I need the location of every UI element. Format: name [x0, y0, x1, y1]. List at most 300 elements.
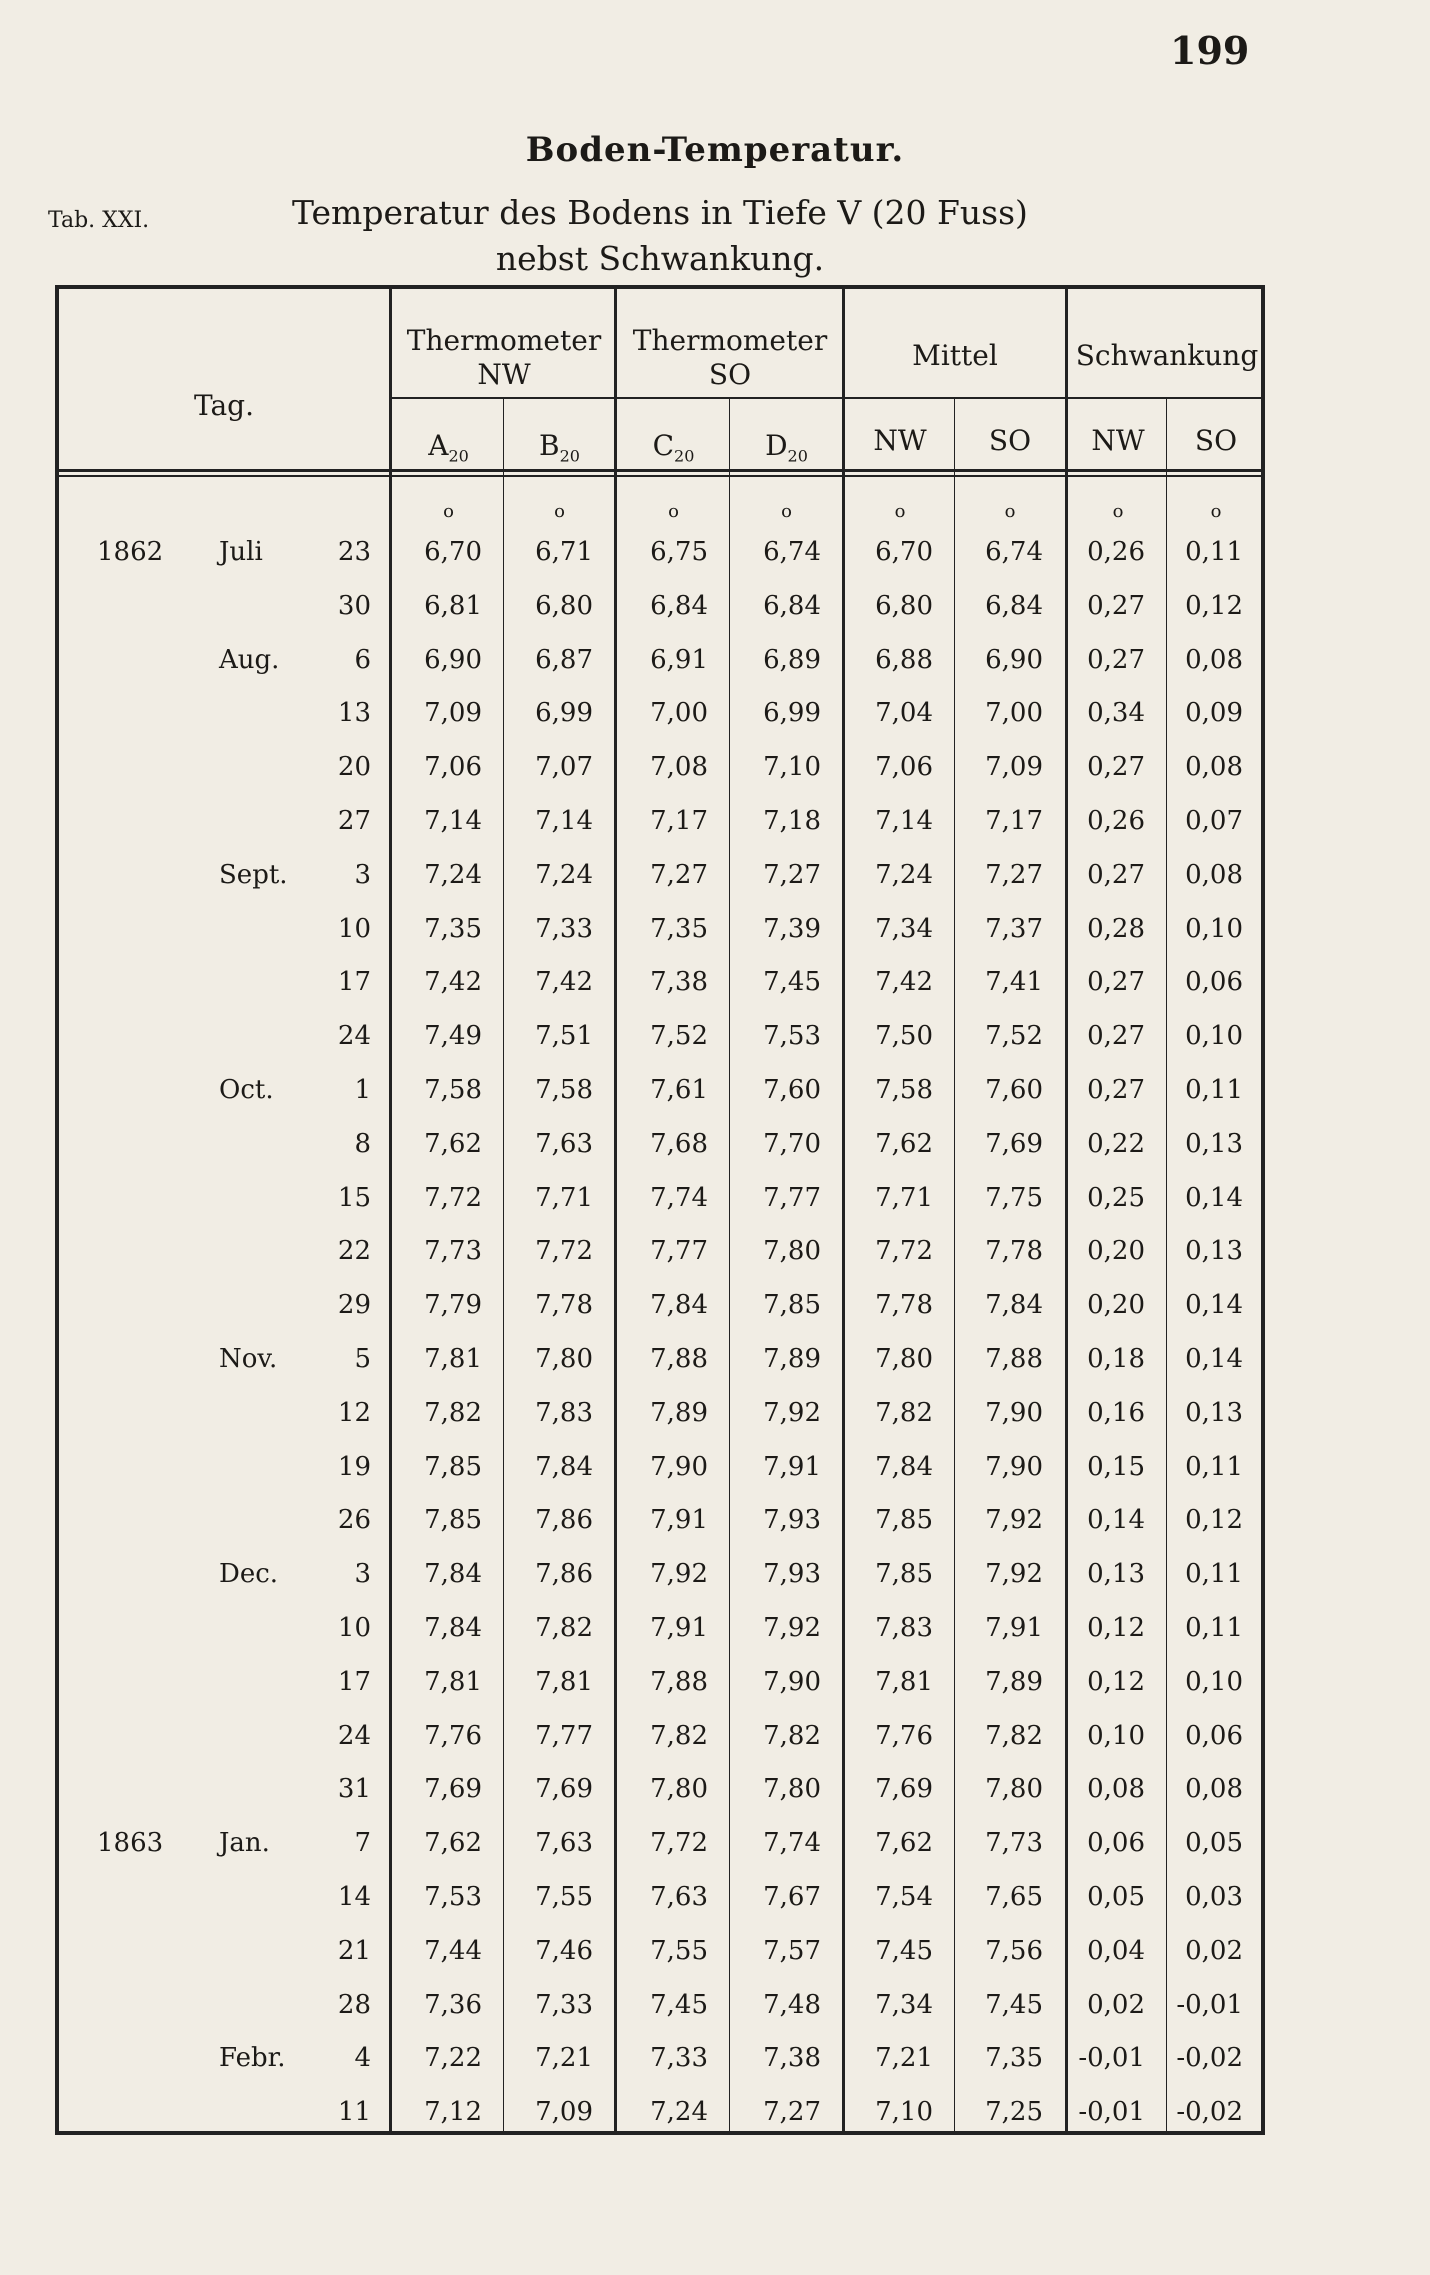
- row-year: 1862: [97, 537, 164, 567]
- cell-thermo-nw-b: 6,87: [535, 645, 593, 675]
- cell-schwankung-so: 0,12: [1185, 591, 1243, 621]
- cell-thermo-so-c: 7,17: [650, 806, 708, 836]
- cell-mittel-nw: 7,85: [875, 1559, 933, 1589]
- row-day: 24: [337, 1021, 371, 1051]
- row-month: Juli: [219, 537, 263, 567]
- cell-mittel-nw: 7,58: [875, 1075, 933, 1105]
- row-day: 10: [337, 914, 371, 944]
- cell-mittel-nw: 7,21: [875, 2043, 933, 2073]
- cell-mittel-so: 7,92: [985, 1505, 1043, 1535]
- cell-mittel-so: 7,27: [985, 860, 1043, 890]
- cell-schwankung-nw: 0,14: [1087, 1505, 1145, 1535]
- cell-thermo-so-d: 7,70: [763, 1129, 821, 1159]
- cell-thermo-nw-a: 7,53: [424, 1882, 482, 1912]
- row-day: 3: [354, 860, 371, 890]
- degree-mark: o: [554, 501, 565, 522]
- cell-mittel-so: 7,45: [985, 1990, 1043, 2020]
- cell-thermo-so-c: 7,91: [650, 1613, 708, 1643]
- cell-thermo-so-c: 7,63: [650, 1882, 708, 1912]
- cell-thermo-so-c: 7,80: [650, 1774, 708, 1804]
- cell-mittel-so: 7,35: [985, 2043, 1043, 2073]
- cell-thermo-so-d: 7,57: [763, 1936, 821, 1966]
- cell-mittel-so: 7,09: [985, 752, 1043, 782]
- cell-mittel-so: 7,88: [985, 1344, 1043, 1374]
- cell-mittel-so: 7,75: [985, 1183, 1043, 1213]
- cell-thermo-nw-a: 7,84: [424, 1559, 482, 1589]
- cell-mittel-nw: 7,34: [875, 1990, 933, 2020]
- cell-mittel-so: 7,41: [985, 967, 1043, 997]
- cell-thermo-nw-a: 7,62: [424, 1828, 482, 1858]
- degree-mark: o: [894, 501, 906, 522]
- row-day: 29: [337, 1290, 371, 1320]
- cell-mittel-so: 6,74: [985, 537, 1043, 567]
- cell-mittel-nw: 7,62: [875, 1129, 933, 1159]
- cell-thermo-nw-a: 7,79: [424, 1290, 482, 1320]
- cell-thermo-nw-a: 7,22: [424, 2043, 482, 2073]
- table-subtitle: [170, 190, 1150, 282]
- cell-thermo-so-d: 7,89: [763, 1344, 821, 1374]
- row-day: 24: [337, 1721, 371, 1751]
- cell-mittel-nw: 7,34: [875, 914, 933, 944]
- row-month: Jan.: [219, 1828, 270, 1858]
- cell-mittel-so: 7,78: [985, 1236, 1043, 1266]
- cell-thermo-so-d: 7,39: [763, 914, 821, 944]
- cell-schwankung-so: 0,11: [1185, 1559, 1243, 1589]
- row-day: 28: [337, 1990, 371, 2020]
- cell-mittel-nw: 7,81: [875, 1667, 933, 1697]
- cell-mittel-so: 7,37: [985, 914, 1043, 944]
- row-day: 3: [354, 1559, 371, 1589]
- cell-mittel-nw: 7,71: [875, 1183, 933, 1213]
- cell-thermo-so-d: 7,27: [763, 2097, 821, 2127]
- cell-thermo-so-c: 7,88: [650, 1667, 708, 1697]
- cell-thermo-so-c: 7,45: [650, 1990, 708, 2020]
- row-day: 6: [354, 645, 371, 675]
- cell-schwankung-so: 0,10: [1185, 914, 1243, 944]
- cell-mittel-nw: 7,78: [875, 1290, 933, 1320]
- cell-mittel-so: 7,80: [985, 1774, 1043, 1804]
- cell-mittel-so: 7,17: [985, 806, 1043, 836]
- cell-schwankung-nw: 0,10: [1087, 1721, 1145, 1751]
- cell-schwankung-so: 0,10: [1185, 1667, 1243, 1697]
- cell-thermo-nw-a: 7,72: [424, 1183, 482, 1213]
- degree-mark: o: [1112, 501, 1124, 522]
- degree-mark: o: [1004, 501, 1016, 522]
- row-day: 23: [337, 537, 371, 567]
- cell-thermo-so-d: 7,45: [763, 967, 821, 997]
- cell-thermo-nw-a: 7,24: [424, 860, 482, 890]
- row-month: Dec.: [219, 1559, 279, 1589]
- cell-schwankung-nw: 0,27: [1087, 1021, 1145, 1051]
- row-day: 15: [337, 1183, 371, 1213]
- row-day: 30: [337, 591, 371, 621]
- cell-schwankung-nw: 0,22: [1087, 1129, 1145, 1159]
- cell-mittel-so: 7,73: [985, 1828, 1043, 1858]
- cell-schwankung-so: 0,06: [1185, 1721, 1243, 1751]
- cell-schwankung-nw: 0,15: [1087, 1452, 1145, 1482]
- cell-thermo-nw-b: 7,07: [535, 752, 593, 782]
- cell-thermo-so-d: 7,38: [763, 2043, 821, 2073]
- cell-schwankung-nw: -0,01: [1078, 2043, 1145, 2073]
- cell-mittel-so: 7,82: [985, 1721, 1043, 1751]
- row-day: 5: [354, 1344, 371, 1374]
- cell-thermo-so-c: 7,27: [650, 860, 708, 890]
- row-day: 20: [337, 752, 371, 782]
- cell-thermo-nw-a: 7,62: [424, 1129, 482, 1159]
- degree-mark: o: [668, 501, 679, 522]
- cell-schwankung-so: 0,11: [1185, 1613, 1243, 1643]
- row-day: 10: [337, 1613, 371, 1643]
- cell-schwankung-nw: 0,18: [1087, 1344, 1145, 1374]
- cell-thermo-nw-b: 7,24: [535, 860, 593, 890]
- rule-header-sub: [389, 397, 1265, 399]
- degree-mark: o: [1210, 501, 1222, 522]
- cell-schwankung-nw: 0,27: [1087, 1075, 1145, 1105]
- cell-thermo-nw-b: 6,99: [535, 698, 593, 728]
- cell-thermo-so-c: 7,84: [650, 1290, 708, 1320]
- cell-thermo-nw-b: 7,42: [535, 967, 593, 997]
- cell-mittel-nw: 7,80: [875, 1344, 933, 1374]
- cell-thermo-nw-a: 7,09: [424, 698, 482, 728]
- cell-mittel-nw: 7,24: [875, 860, 933, 890]
- cell-thermo-so-d: 7,92: [763, 1398, 821, 1428]
- cell-schwankung-nw: 0,06: [1087, 1828, 1145, 1858]
- cell-schwankung-so: 0,09: [1185, 698, 1243, 728]
- cell-thermo-nw-a: 7,76: [424, 1721, 482, 1751]
- cell-schwankung-nw: 0,25: [1087, 1183, 1145, 1213]
- cell-schwankung-so: 0,10: [1185, 1021, 1243, 1051]
- cell-mittel-so: 7,69: [985, 1129, 1043, 1159]
- cell-thermo-so-d: 7,60: [763, 1075, 821, 1105]
- cell-schwankung-nw: 0,04: [1087, 1936, 1145, 1966]
- cell-mittel-nw: 7,04: [875, 698, 933, 728]
- cell-thermo-nw-a: 6,81: [424, 591, 482, 621]
- cell-thermo-nw-a: 7,12: [424, 2097, 482, 2127]
- cell-mittel-nw: 7,42: [875, 967, 933, 997]
- cell-mittel-so: 7,84: [985, 1290, 1043, 1320]
- cell-mittel-so: 7,91: [985, 1613, 1043, 1643]
- cell-thermo-so-d: 6,74: [763, 537, 821, 567]
- cell-thermo-so-c: 7,00: [650, 698, 708, 728]
- cell-schwankung-nw: 0,27: [1087, 591, 1145, 621]
- cell-thermo-nw-b: 7,86: [535, 1505, 593, 1535]
- cell-thermo-so-d: 7,80: [763, 1774, 821, 1804]
- row-day: 21: [337, 1936, 371, 1966]
- cell-schwankung-so: 0,13: [1185, 1236, 1243, 1266]
- cell-schwankung-so: -0,02: [1176, 2097, 1243, 2127]
- row-day: 8: [354, 1129, 371, 1159]
- row-day: 11: [337, 2097, 371, 2127]
- cell-thermo-nw-a: 7,14: [424, 806, 482, 836]
- degree-mark: o: [443, 501, 454, 522]
- cell-mittel-nw: 7,72: [875, 1236, 933, 1266]
- header-schwankung-so: SO: [1194, 424, 1238, 457]
- cell-mittel-nw: 7,54: [875, 1882, 933, 1912]
- cell-thermo-so-d: 7,91: [763, 1452, 821, 1482]
- cell-thermo-so-c: 7,38: [650, 967, 708, 997]
- cell-schwankung-so: 0,08: [1185, 645, 1243, 675]
- cell-thermo-nw-a: 7,42: [424, 967, 482, 997]
- cell-thermo-so-d: 7,93: [763, 1559, 821, 1589]
- cell-mittel-nw: 7,45: [875, 1936, 933, 1966]
- cell-thermo-nw-b: 7,81: [535, 1667, 593, 1697]
- cell-schwankung-nw: 0,26: [1087, 806, 1145, 836]
- cell-thermo-nw-b: 7,46: [535, 1936, 593, 1966]
- cell-thermo-so-c: 7,52: [650, 1021, 708, 1051]
- row-year: 1863: [97, 1828, 164, 1858]
- cell-thermo-nw-a: 7,69: [424, 1774, 482, 1804]
- cell-schwankung-nw: 0,28: [1087, 914, 1145, 944]
- row-day: 31: [337, 1774, 371, 1804]
- row-day: 7: [354, 1828, 371, 1858]
- subtitle-line-1: Temperatur des Bodens in Tiefe V (20 Fuss): [292, 193, 1028, 232]
- cell-thermo-so-d: 7,48: [763, 1990, 821, 2020]
- cell-thermo-so-d: 7,90: [763, 1667, 821, 1697]
- cell-mittel-nw: 7,50: [875, 1021, 933, 1051]
- cell-thermo-nw-a: 7,49: [424, 1021, 482, 1051]
- cell-thermo-nw-b: 7,55: [535, 1882, 593, 1912]
- row-day: 22: [337, 1236, 371, 1266]
- cell-thermo-nw-b: 7,78: [535, 1290, 593, 1320]
- row-month: Oct.: [219, 1075, 274, 1105]
- cell-thermo-nw-b: 7,51: [535, 1021, 593, 1051]
- cell-thermo-so-c: 7,89: [650, 1398, 708, 1428]
- cell-mittel-so: 6,84: [985, 591, 1043, 621]
- cell-thermo-so-d: 7,77: [763, 1183, 821, 1213]
- cell-thermo-so-d: 7,27: [763, 860, 821, 890]
- cell-mittel-so: 7,56: [985, 1936, 1043, 1966]
- cell-thermo-so-c: 7,24: [650, 2097, 708, 2127]
- row-day: 26: [337, 1505, 371, 1535]
- cell-schwankung-nw: 0,27: [1087, 645, 1145, 675]
- cell-schwankung-nw: 0,20: [1087, 1236, 1145, 1266]
- cell-mittel-nw: 7,84: [875, 1452, 933, 1482]
- cell-thermo-nw-b: 6,80: [535, 591, 593, 621]
- cell-schwankung-so: 0,02: [1185, 1936, 1243, 1966]
- cell-thermo-nw-b: 7,82: [535, 1613, 593, 1643]
- cell-schwankung-so: 0,13: [1185, 1398, 1243, 1428]
- cell-thermo-nw-a: 6,70: [424, 537, 482, 567]
- cell-schwankung-nw: 0,34: [1087, 698, 1145, 728]
- cell-mittel-so: 7,89: [985, 1667, 1043, 1697]
- cell-schwankung-so: 0,05: [1185, 1828, 1243, 1858]
- cell-thermo-nw-a: 6,90: [424, 645, 482, 675]
- cell-thermo-so-d: 7,74: [763, 1828, 821, 1858]
- cell-schwankung-nw: 0,13: [1087, 1559, 1145, 1589]
- cell-thermo-so-d: 7,85: [763, 1290, 821, 1320]
- cell-thermo-so-d: 7,80: [763, 1236, 821, 1266]
- cell-schwankung-so: 0,14: [1185, 1290, 1243, 1320]
- cell-mittel-nw: 7,14: [875, 806, 933, 836]
- temperature-table: [55, 285, 1265, 2135]
- cell-schwankung-nw: 0,12: [1087, 1667, 1145, 1697]
- row-month: Sept.: [219, 860, 288, 890]
- cell-thermo-so-d: 7,18: [763, 806, 821, 836]
- row-month: Nov.: [219, 1344, 278, 1374]
- cell-mittel-so: 7,25: [985, 2097, 1043, 2127]
- cell-thermo-so-c: 6,91: [650, 645, 708, 675]
- cell-thermo-so-c: 7,35: [650, 914, 708, 944]
- cell-thermo-nw-a: 7,85: [424, 1505, 482, 1535]
- row-day: 1: [354, 1075, 371, 1105]
- cell-thermo-so-d: 6,89: [763, 645, 821, 675]
- cell-thermo-nw-b: 7,58: [535, 1075, 593, 1105]
- cell-thermo-nw-b: 7,83: [535, 1398, 593, 1428]
- rule-col-schwankung: [1065, 289, 1068, 2135]
- cell-schwankung-nw: 0,12: [1087, 1613, 1145, 1643]
- cell-schwankung-so: 0,13: [1185, 1129, 1243, 1159]
- row-day: 12: [337, 1398, 371, 1428]
- cell-schwankung-so: 0,11: [1185, 537, 1243, 567]
- cell-thermo-so-c: 7,68: [650, 1129, 708, 1159]
- cell-thermo-nw-a: 7,82: [424, 1398, 482, 1428]
- row-month: Febr.: [219, 2043, 286, 2073]
- cell-thermo-so-c: 7,88: [650, 1344, 708, 1374]
- row-day: 19: [337, 1452, 371, 1482]
- cell-thermo-nw-a: 7,44: [424, 1936, 482, 1966]
- cell-thermo-so-c: 6,75: [650, 537, 708, 567]
- cell-thermo-so-d: 7,67: [763, 1882, 821, 1912]
- cell-mittel-nw: 6,88: [875, 645, 933, 675]
- cell-thermo-nw-b: 6,71: [535, 537, 593, 567]
- cell-thermo-so-d: 7,82: [763, 1721, 821, 1751]
- header-col-a: $A_{20}$: [428, 429, 469, 466]
- cell-mittel-so: 7,65: [985, 1882, 1043, 1912]
- cell-mittel-so: 7,90: [985, 1398, 1043, 1428]
- cell-thermo-so-d: 7,10: [763, 752, 821, 782]
- cell-thermo-nw-b: 7,63: [535, 1129, 593, 1159]
- rule-header-bottom-double: [59, 475, 1265, 477]
- cell-thermo-nw-b: 7,86: [535, 1559, 593, 1589]
- cell-schwankung-so: 0,08: [1185, 752, 1243, 782]
- cell-thermo-nw-b: 7,63: [535, 1828, 593, 1858]
- cell-mittel-so: 6,90: [985, 645, 1043, 675]
- cell-schwankung-so: 0,08: [1185, 860, 1243, 890]
- cell-thermo-so-c: 7,33: [650, 2043, 708, 2073]
- cell-schwankung-so: 0,11: [1185, 1452, 1243, 1482]
- cell-schwankung-so: 0,12: [1185, 1505, 1243, 1535]
- cell-schwankung-so: 0,14: [1185, 1344, 1243, 1374]
- cell-thermo-so-d: 6,99: [763, 698, 821, 728]
- rule-header-bottom: [59, 469, 1265, 472]
- cell-thermo-nw-b: 7,80: [535, 1344, 593, 1374]
- header-thermometer-nw: Thermometer NW: [406, 324, 602, 391]
- cell-schwankung-nw: -0,01: [1078, 2097, 1145, 2127]
- header-mittel: Mittel: [912, 339, 998, 372]
- cell-thermo-nw-b: 7,84: [535, 1452, 593, 1482]
- cell-thermo-nw-b: 7,09: [535, 2097, 593, 2127]
- row-day: 17: [337, 1667, 371, 1697]
- cell-schwankung-nw: 0,27: [1087, 967, 1145, 997]
- cell-schwankung-nw: 0,05: [1087, 1882, 1145, 1912]
- cell-thermo-nw-b: 7,33: [535, 1990, 593, 2020]
- cell-schwankung-so: 0,03: [1185, 1882, 1243, 1912]
- row-month: Aug.: [219, 645, 280, 675]
- header-mittel-so: SO: [988, 424, 1032, 457]
- cell-mittel-nw: 7,62: [875, 1828, 933, 1858]
- cell-mittel-so: 7,92: [985, 1559, 1043, 1589]
- cell-thermo-so-d: 7,53: [763, 1021, 821, 1051]
- cell-thermo-nw-b: 7,21: [535, 2043, 593, 2073]
- cell-thermo-so-d: 6,84: [763, 591, 821, 621]
- cell-mittel-nw: 7,76: [875, 1721, 933, 1751]
- cell-mittel-nw: 6,80: [875, 591, 933, 621]
- cell-thermo-nw-a: 7,35: [424, 914, 482, 944]
- cell-thermo-so-c: 6,84: [650, 591, 708, 621]
- cell-thermo-so-d: 7,92: [763, 1613, 821, 1643]
- cell-thermo-nw-b: 7,72: [535, 1236, 593, 1266]
- cell-thermo-so-c: 7,82: [650, 1721, 708, 1751]
- cell-thermo-nw-b: 7,77: [535, 1721, 593, 1751]
- cell-schwankung-so: 0,11: [1185, 1075, 1243, 1105]
- cell-schwankung-so: 0,06: [1185, 967, 1243, 997]
- cell-thermo-so-c: 7,74: [650, 1183, 708, 1213]
- cell-mittel-nw: 7,83: [875, 1613, 933, 1643]
- cell-thermo-so-c: 7,77: [650, 1236, 708, 1266]
- cell-thermo-so-c: 7,61: [650, 1075, 708, 1105]
- cell-thermo-so-c: 7,90: [650, 1452, 708, 1482]
- cell-schwankung-nw: 0,27: [1087, 752, 1145, 782]
- page-title: Boden-Temperatur.: [525, 130, 905, 170]
- cell-thermo-nw-b: 7,71: [535, 1183, 593, 1213]
- cell-thermo-nw-a: 7,73: [424, 1236, 482, 1266]
- cell-mittel-nw: 7,10: [875, 2097, 933, 2127]
- cell-thermo-so-c: 7,72: [650, 1828, 708, 1858]
- cell-schwankung-nw: 0,16: [1087, 1398, 1145, 1428]
- cell-thermo-nw-b: 7,14: [535, 806, 593, 836]
- header-mittel-nw: NW: [873, 424, 927, 457]
- header-col-b: $B_{20}$: [539, 429, 580, 466]
- cell-mittel-so: 7,52: [985, 1021, 1043, 1051]
- cell-thermo-nw-a: 7,84: [424, 1613, 482, 1643]
- cell-schwankung-so: -0,02: [1176, 2043, 1243, 2073]
- cell-thermo-so-c: 7,08: [650, 752, 708, 782]
- cell-mittel-nw: 7,06: [875, 752, 933, 782]
- cell-thermo-so-c: 7,55: [650, 1936, 708, 1966]
- cell-thermo-nw-a: 7,85: [424, 1452, 482, 1482]
- cell-thermo-nw-a: 7,58: [424, 1075, 482, 1105]
- degree-mark: o: [781, 501, 792, 522]
- row-day: 14: [337, 1882, 371, 1912]
- header-schwankung: Schwankung: [1075, 339, 1259, 372]
- header-schwankung-nw: NW: [1091, 424, 1145, 457]
- cell-thermo-nw-a: 7,81: [424, 1667, 482, 1697]
- cell-thermo-so-c: 7,92: [650, 1559, 708, 1589]
- cell-mittel-nw: 6,70: [875, 537, 933, 567]
- cell-schwankung-nw: 0,27: [1087, 860, 1145, 890]
- cell-thermo-nw-a: 7,36: [424, 1990, 482, 2020]
- cell-schwankung-nw: 0,02: [1087, 1990, 1145, 2020]
- cell-schwankung-so: 0,08: [1185, 1774, 1243, 1804]
- row-day: 27: [337, 806, 371, 836]
- cell-thermo-nw-b: 7,69: [535, 1774, 593, 1804]
- cell-mittel-so: 7,00: [985, 698, 1043, 728]
- cell-schwankung-so: -0,01: [1176, 1990, 1243, 2020]
- cell-thermo-nw-a: 7,06: [424, 752, 482, 782]
- cell-thermo-so-d: 7,93: [763, 1505, 821, 1535]
- cell-schwankung-nw: 0,08: [1087, 1774, 1145, 1804]
- cell-mittel-so: 7,60: [985, 1075, 1043, 1105]
- header-col-c: $C_{20}$: [652, 429, 695, 466]
- page-number: 199: [1170, 28, 1250, 73]
- cell-mittel-nw: 7,85: [875, 1505, 933, 1535]
- table-label: Tab. XXI.: [48, 208, 150, 233]
- cell-mittel-nw: 7,69: [875, 1774, 933, 1804]
- row-day: 17: [337, 967, 371, 997]
- header-thermometer-so: Thermometer SO: [632, 324, 828, 391]
- cell-schwankung-nw: 0,20: [1087, 1290, 1145, 1320]
- cell-schwankung-so: 0,14: [1185, 1183, 1243, 1213]
